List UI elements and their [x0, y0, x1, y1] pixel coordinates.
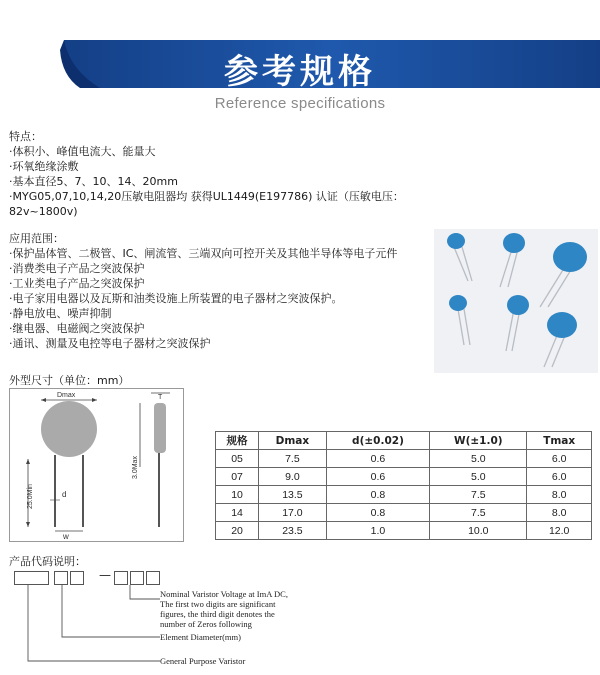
- table-cell: 20: [216, 522, 259, 540]
- general-purpose-note: General Purpose Varistor: [160, 656, 246, 666]
- feature-item: ·体积小、峰值电流大、能量大: [9, 145, 156, 158]
- application-item: ·工业类电子产品之突波保护: [9, 277, 145, 290]
- features-section: [9, 129, 404, 219]
- table-cell: 13.5: [259, 486, 327, 504]
- application-item: ·消费类电子产品之突波保护: [9, 262, 145, 275]
- table-cell: 8.0: [527, 486, 592, 504]
- table-cell: 7.5: [430, 504, 527, 522]
- note-line: The first two digits are significant: [160, 599, 276, 609]
- code-box-voltage: [146, 571, 160, 585]
- table-cell: 10.0: [430, 522, 527, 540]
- table-cell: 5.0: [430, 468, 527, 486]
- diameter-note: Element Diameter(mm): [160, 632, 241, 642]
- header-cell: Dmax: [259, 432, 327, 450]
- code-box-diameter: [54, 571, 68, 585]
- varistor-illustration: [434, 229, 598, 373]
- application-item: ·保护晶体管、二极管、IC、闸流管、三端双向可控开关及其他半导体等电子元件: [9, 247, 398, 260]
- table-cell: 17.0: [259, 504, 327, 522]
- header-cell: d(±0.02): [326, 432, 430, 450]
- table-cell: 0.8: [326, 504, 430, 522]
- table-header-row: [216, 432, 592, 450]
- feature-item: ·基本直径5、7、10、14、20mm: [9, 175, 178, 188]
- thickness-label: 3.0Max: [132, 456, 139, 479]
- table-cell: 0.6: [326, 468, 430, 486]
- table-cell: 1.0: [326, 522, 430, 540]
- table-cell: 05: [216, 450, 259, 468]
- application-item: ·电子家用电器以及瓦斯和油类设施上所装置的电子器材之突波保护。: [9, 292, 343, 305]
- w-label: w: [63, 532, 69, 541]
- voltage-note: [160, 589, 288, 629]
- applications-section: [9, 231, 397, 351]
- table-cell: 07: [216, 468, 259, 486]
- spec-table: [215, 431, 592, 540]
- page-title: 参考规格: [224, 52, 376, 92]
- table-row: [216, 468, 592, 486]
- applications-heading: 应用范围：: [9, 232, 64, 245]
- code-leader-lines: [0, 585, 170, 665]
- dimension-drawing: [9, 388, 184, 542]
- code-dash: —: [99, 568, 111, 582]
- code-box-series: [14, 571, 49, 585]
- table-row: [216, 486, 592, 504]
- application-item: ·静电放电、噪声抑制: [9, 307, 112, 320]
- table-cell: 14: [216, 504, 259, 522]
- header-cell: 规格: [216, 432, 259, 450]
- length-label: 25.0Min: [27, 484, 34, 509]
- table-cell: 5.0: [430, 450, 527, 468]
- header-cell: Tmax: [527, 432, 592, 450]
- varistor-product-photo: [434, 229, 598, 373]
- table-cell: 0.6: [326, 450, 430, 468]
- t-label: T: [158, 394, 163, 401]
- table-cell: 7.5: [430, 486, 527, 504]
- product-code-heading: 产品代码说明：: [9, 555, 86, 568]
- table-cell: 23.5: [259, 522, 327, 540]
- table-row: [216, 504, 592, 522]
- note-line: figures, the third digit denotes the: [160, 609, 275, 619]
- code-box-diameter: [70, 571, 84, 585]
- feature-item: ·环氧绝缘涂敷: [9, 160, 79, 173]
- note-line: number of Zeros following: [160, 619, 252, 629]
- features-heading: 特点：: [9, 130, 42, 143]
- table-row: [216, 450, 592, 468]
- application-item: ·继电器、电磁阀之突波保护: [9, 322, 145, 335]
- table-row: [216, 522, 592, 540]
- table-cell: 12.0: [527, 522, 592, 540]
- application-item: ·通讯、测量及电控等电子器材之突波保护: [9, 337, 211, 350]
- code-box-voltage: [114, 571, 128, 585]
- feature-item: 82v~1800v): [9, 205, 78, 218]
- note-line: Nominal Varistor Voltage at ImA DC,: [160, 589, 288, 599]
- table-cell: 6.0: [527, 450, 592, 468]
- table-cell: 6.0: [527, 468, 592, 486]
- table-cell: 7.5: [259, 450, 327, 468]
- code-box-voltage: [130, 571, 144, 585]
- d-label: d: [62, 490, 67, 499]
- table-cell: 8.0: [527, 504, 592, 522]
- page-subtitle: Reference specifications: [214, 95, 386, 112]
- table-cell: 10: [216, 486, 259, 504]
- table-cell: 0.8: [326, 486, 430, 504]
- dmax-label: Dmax: [57, 392, 76, 399]
- dimensions-heading: 外型尺寸（单位：mm）: [9, 374, 130, 387]
- header-banner: [0, 0, 600, 118]
- dimension-diagram: [10, 389, 183, 541]
- feature-item: ·MYG05,07,10,14,20压敏电阻器均 获得UL1449(E197786) 认证（压敏电压：: [9, 190, 404, 203]
- header-cell: W(±1.0): [430, 432, 527, 450]
- table-cell: 9.0: [259, 468, 327, 486]
